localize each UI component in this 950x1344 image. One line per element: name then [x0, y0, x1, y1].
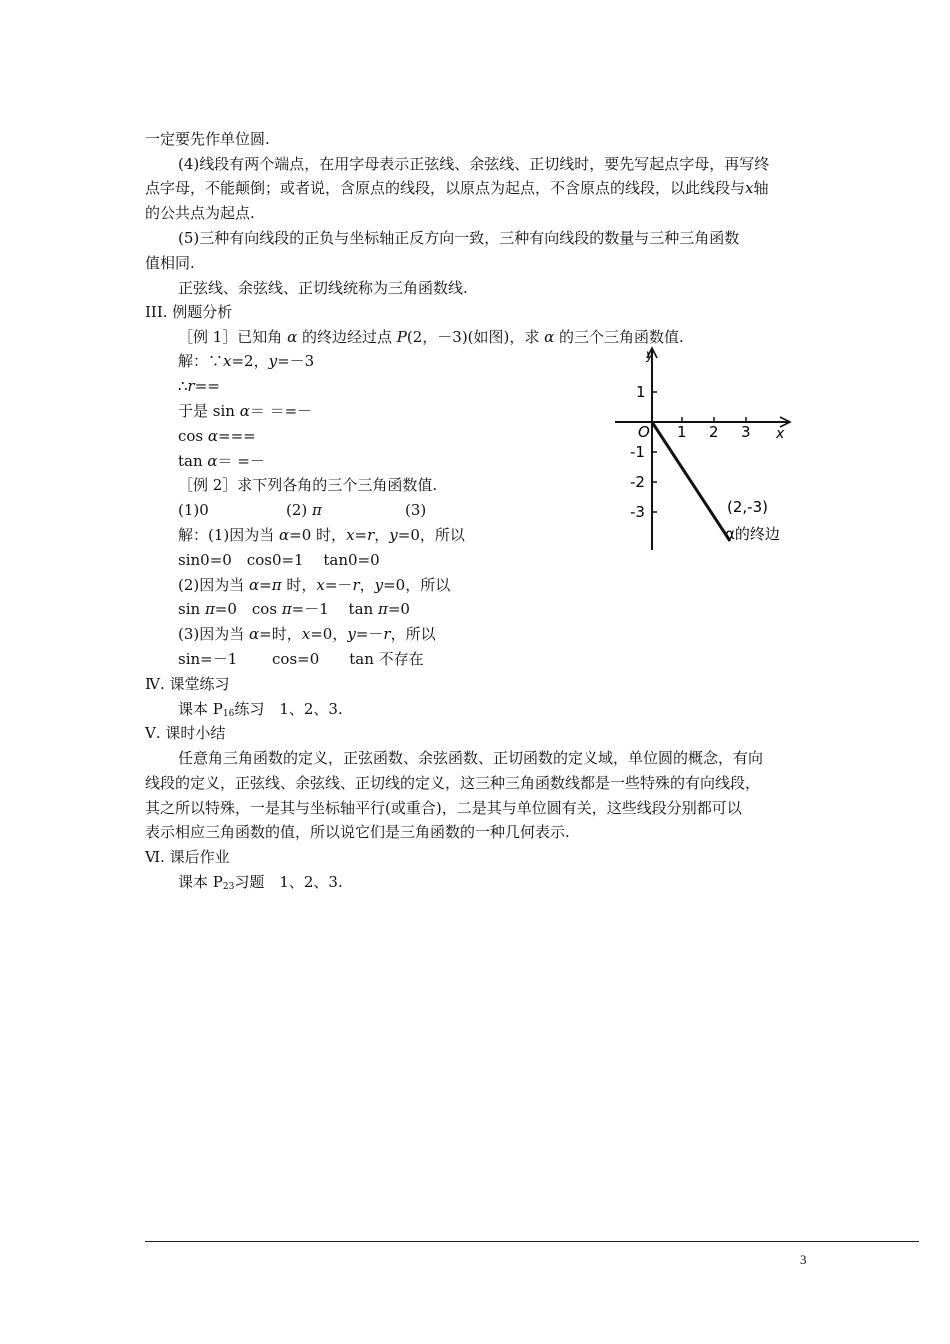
- y-tick-label: 1: [636, 383, 646, 401]
- origin-label: O: [638, 423, 650, 441]
- text-line: 解：∵x=2，y=－3: [178, 352, 315, 370]
- section-heading: Ⅴ. 课时小结: [145, 724, 226, 742]
- section-heading: Ⅵ. 课后作业: [145, 848, 230, 866]
- text-line: (3)因为当 α=时，x=0，y=－r，所以: [178, 625, 436, 643]
- text-line: 课本 $P_{23}$习题 1、2、3.: [178, 873, 343, 892]
- text-line: 于是 sin α＝ ＝=－: [178, 402, 313, 420]
- text-line: sin=－1 cos=0 tan 不存在: [178, 650, 424, 668]
- x-axis-label: x: [776, 426, 785, 442]
- section-heading: III. 例题分析: [145, 303, 233, 321]
- page-number: 3: [800, 1252, 807, 1267]
- text-line: 解：(1)因为当 α=0 时，x=r，y=0，所以: [178, 526, 465, 544]
- y-tick-label: -3: [630, 503, 645, 521]
- x-tick-label: 3: [741, 423, 751, 441]
- text-line: (2) π: [286, 501, 322, 519]
- text-line: sin0=0 cos0=1 tan0=0: [178, 551, 380, 569]
- text-line: 一定要先作单位圆.: [145, 130, 270, 148]
- text-line: 线段的定义，正弦线、余弦线、正切线的定义，这三种三角函数线都是一些特殊的有向线段，: [145, 774, 761, 792]
- text-line: sin π=0 cos π=－1 tan π=0: [178, 600, 410, 618]
- text-line: 值相同.: [145, 254, 195, 272]
- text-line: (4)线段有两个端点，在用字母表示正弦线、余弦线、正切线时，要先写起点字母，再写终: [178, 155, 770, 173]
- y-tick-label: -2: [630, 473, 645, 491]
- text-line: 的公共点为起点.: [145, 204, 255, 222]
- example-2-statement: ［例 2］求下列各角的三个三角函数值.: [178, 476, 438, 494]
- example-1-statement: ［例 1］已知角 α 的终边经过点 P(2，－3)(如图)，求 α 的三个三角函数值.: [178, 328, 684, 346]
- text-line: (5)三种有向线段的正负与坐标轴正反方向一致，三种有向线段的数量与三种三角函数: [178, 229, 740, 247]
- text-line: 其之所以特殊，一是其与坐标轴平行(或重合)，二是其与单位圆有关，这些线段分别都可以: [145, 799, 742, 817]
- y-tick-label: -1: [630, 443, 645, 461]
- terminal-side-label: α的终边: [725, 525, 780, 543]
- point-label: (2,-3): [727, 498, 768, 516]
- text-line: (3): [405, 501, 427, 519]
- coordinate-figure: [610, 345, 810, 555]
- text-line: ∴r==: [178, 377, 220, 395]
- text-line: (2)因为当 α=π 时，x=－r，y=0，所以: [178, 576, 451, 594]
- x-tick-label: 2: [709, 423, 719, 441]
- text-line: 正弦线、余弦线、正切线统称为三角函数线.: [178, 279, 468, 297]
- section-heading: Ⅳ. 课堂练习: [145, 675, 230, 693]
- y-axis-label: y: [646, 348, 654, 363]
- text-line: (1)0: [178, 501, 209, 519]
- text-line: tan α＝ =－: [178, 452, 265, 470]
- text-line: 点字母，不能颠倒；或者说，含原点的线段，以原点为起点，不含原点的线段，以此线段与x轴: [145, 179, 769, 197]
- text-line: 表示相应三角函数的值，所以说它们是三角函数的一种几何表示.: [145, 823, 570, 841]
- x-tick-label: 1: [677, 423, 687, 441]
- text-line: cos α===: [178, 427, 256, 445]
- footer-rule: [145, 1241, 919, 1242]
- text-line: 任意角三角函数的定义，正弦函数、余弦函数、正切函数的定义域，单位圆的概念，有向: [178, 749, 764, 767]
- text-line: 课本 $P_{16}$练习 1、2、3.: [178, 700, 343, 719]
